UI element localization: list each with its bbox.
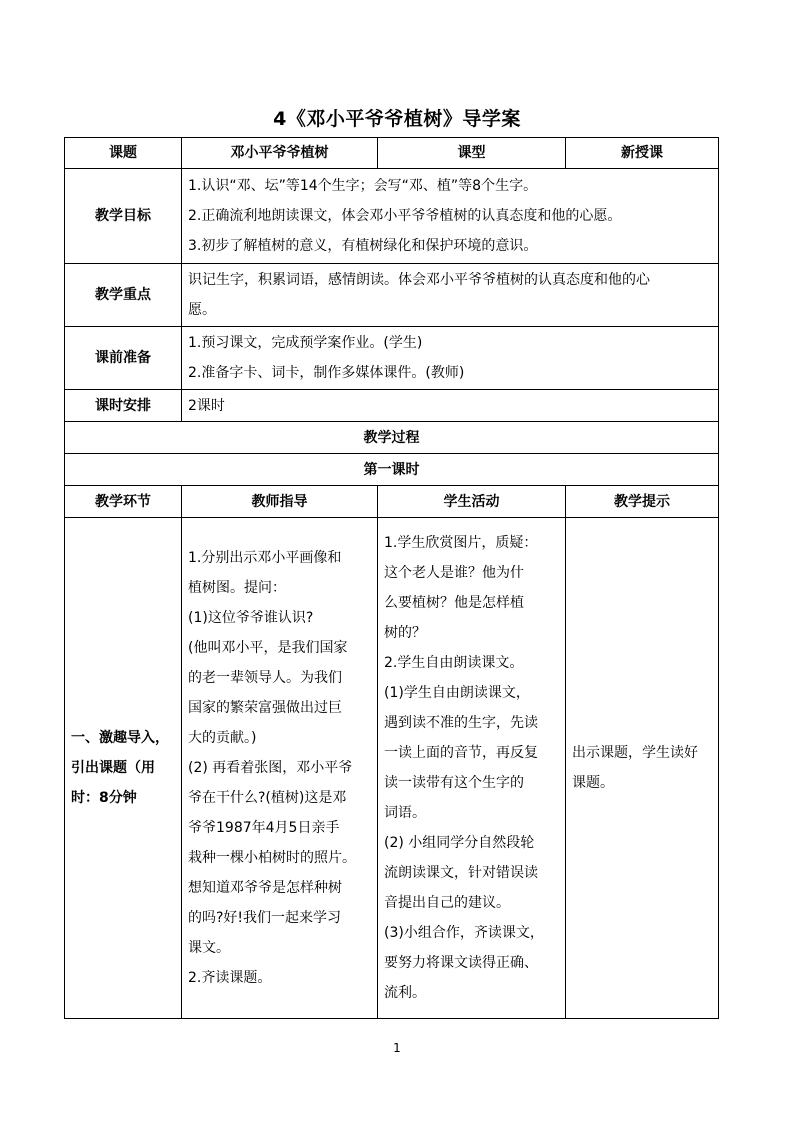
column-header: 教学提示 bbox=[566, 486, 719, 518]
student-line: 一读上面的音节，再反复 bbox=[384, 745, 538, 761]
stage-line: 一、激趣导入， bbox=[71, 730, 169, 746]
teacher-line: 1.分别出示邓小平画像和 bbox=[188, 550, 342, 566]
teacher-line: 想知道邓爷爷是怎样种树 bbox=[188, 880, 342, 896]
type-value: 新授课 bbox=[566, 138, 719, 169]
section1-row bbox=[65, 518, 719, 1019]
teacher-line: (1)这位爷爷谁认识? bbox=[188, 610, 314, 626]
teacher-line: 爷爷1987年4月5日亲手 bbox=[188, 820, 340, 836]
teacher-line: 课文。 bbox=[188, 940, 230, 956]
preparation-item: 1.预习课文，完成预学案作业。(学生) bbox=[188, 335, 423, 351]
hint-line: 出示课题，学生读好 bbox=[572, 745, 698, 761]
teacher-line: 的吗?好!我们一起来学习 bbox=[188, 910, 342, 926]
student-line: 这个老人是谁？他为什 bbox=[384, 565, 524, 581]
student-line: 流朗读课文，针对错误读 bbox=[384, 865, 538, 881]
goals-label: 教学目标 bbox=[65, 169, 182, 264]
teacher-line: 的老一辈领导人。为我们 bbox=[188, 670, 342, 686]
student-line: (3)小组合作，齐读课文， bbox=[384, 925, 544, 941]
teacher-line: 爷在干什么?(植树)这是邓 bbox=[188, 790, 347, 806]
student-line: 遇到读不准的生字，先读 bbox=[384, 715, 538, 731]
teaching-hint-cell bbox=[566, 518, 719, 1019]
goal-item: 3.初步了解植树的意义，有植树绿化和保护环境的意识。 bbox=[188, 238, 538, 254]
teacher-line: 大的贡献。) bbox=[188, 730, 257, 746]
goal-item: 1.认识“邓、坛”等14个生字；会写“邓、植”等8个生字。 bbox=[188, 178, 538, 194]
schedule-value: 2课时 bbox=[182, 390, 719, 422]
student-line: 词语。 bbox=[384, 805, 426, 821]
preparation-row bbox=[65, 327, 719, 390]
key-points-row bbox=[65, 264, 719, 327]
student-activity-cell bbox=[378, 518, 566, 1019]
page-number: 1 bbox=[393, 1041, 401, 1055]
lesson-plan-table bbox=[64, 137, 719, 1019]
student-line: 树的？ bbox=[384, 625, 426, 641]
process-heading: 教学过程 bbox=[65, 422, 719, 454]
preparation-content bbox=[182, 327, 719, 390]
topic-value: 邓小平爷爷植树 bbox=[182, 138, 378, 169]
column-header: 教学环节 bbox=[65, 486, 182, 518]
header-row bbox=[65, 138, 719, 169]
goals-row bbox=[65, 169, 719, 264]
student-line: (1)学生自由朗读课文， bbox=[384, 685, 530, 701]
stage-line: 时：8分钟 bbox=[71, 790, 137, 806]
schedule-row bbox=[65, 390, 719, 422]
student-line: 么要植树？他是怎样植 bbox=[384, 595, 524, 611]
type-label: 课型 bbox=[378, 138, 566, 169]
student-line: 流利。 bbox=[384, 985, 426, 1001]
stage-cell bbox=[65, 518, 182, 1019]
student-line: 2.学生自由朗读课文。 bbox=[384, 655, 524, 671]
student-line: 要努力将课文读得正确、 bbox=[384, 955, 538, 971]
student-line: 1.学生欣赏图片，质疑： bbox=[384, 535, 538, 551]
goal-item: 2.正确流利地朗读课文，体会邓小平爷爷植树的认真态度和他的心愿。 bbox=[188, 208, 622, 224]
preparation-item: 2.准备字卡、词卡，制作多媒体课件。(教师) bbox=[188, 365, 465, 381]
teacher-line: (2) 再看着张图，邓小平爷 bbox=[188, 760, 353, 776]
document-title: 4《邓小平爷爷植树》导学案 bbox=[273, 108, 521, 130]
key-points-label: 教学重点 bbox=[65, 264, 182, 327]
stage-line: 引出课题（用 bbox=[71, 760, 155, 776]
period-heading-row bbox=[65, 454, 719, 486]
process-heading-row bbox=[65, 422, 719, 454]
period-heading: 第一课时 bbox=[65, 454, 719, 486]
student-line: 读一读带有这个生字的 bbox=[384, 775, 524, 791]
column-header: 学生活动 bbox=[378, 486, 566, 518]
student-line: 音提出自己的建议。 bbox=[384, 895, 510, 911]
column-header-row bbox=[65, 486, 719, 518]
topic-label: 课题 bbox=[65, 138, 182, 169]
key-points-content bbox=[182, 264, 719, 327]
teacher-line: 国家的繁荣富强做出过巨 bbox=[188, 700, 342, 716]
teacher-line: 2.齐读课题。 bbox=[188, 970, 272, 986]
column-header: 教师指导 bbox=[182, 486, 378, 518]
schedule-label: 课时安排 bbox=[65, 390, 182, 422]
student-line: (2) 小组同学分自然段轮 bbox=[384, 835, 535, 851]
key-points-line: 愿。 bbox=[188, 302, 216, 318]
teacher-guidance-cell bbox=[182, 518, 378, 1019]
goals-content bbox=[182, 169, 719, 264]
key-points-line: 识记生字，积累词语，感情朗读。体会邓小平爷爷植树的认真态度和他的心 bbox=[188, 272, 650, 288]
teacher-line: 植树图。提问： bbox=[188, 580, 286, 596]
teacher-line: 栽种一棵小柏树时的照片。 bbox=[188, 850, 356, 866]
teacher-line: (他叫邓小平，是我们国家 bbox=[188, 640, 348, 656]
hint-line: 课题。 bbox=[572, 775, 614, 791]
preparation-label: 课前准备 bbox=[65, 327, 182, 390]
